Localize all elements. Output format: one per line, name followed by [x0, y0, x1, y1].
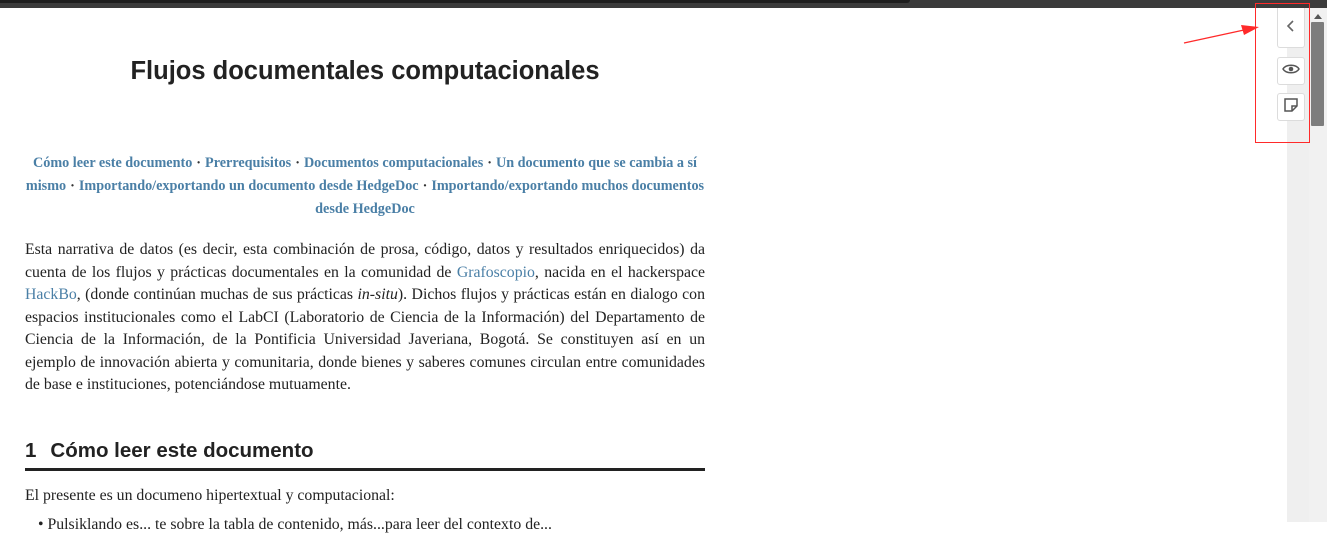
intro-text: , (donde continúan muchas de sus prácticas: [76, 286, 358, 303]
section-number: 1: [25, 439, 37, 462]
hackbo-link[interactable]: HackBo: [25, 286, 77, 303]
annotation-highlight-box: [1255, 3, 1310, 143]
scrollbar-thumb[interactable]: [1311, 22, 1324, 126]
scrollbar[interactable]: [1309, 8, 1327, 522]
grafoscopio-link[interactable]: Grafoscopio: [456, 263, 535, 281]
in-situ-emphasis: in-situ: [357, 286, 398, 303]
toc-separator: ·: [422, 178, 428, 194]
toc-link-como-leer[interactable]: Cómo leer este documento: [32, 155, 193, 171]
browser-top-strip: [0, 0, 1327, 8]
cut-off-list-item: • Pulsiklando es... te sobre la tabla de contenido, más...para leer del contexto de...: [38, 516, 552, 533]
page-title: Flujos documentales computacionales: [130, 57, 600, 85]
toc-separator: ·: [70, 178, 75, 194]
intro-text: Esta narrativa de datos (es decir, esta combinación de prosa, código, datos y resultados enriquecidos) da cuenta de los flujos y prácticas documentales en la comunidad de: [25, 241, 705, 281]
toc-separator: ·: [295, 155, 300, 171]
intro-text: , nacida en el hackerspace: [534, 263, 706, 281]
toc-link-importando-muchos-documentos[interactable]: Importando/exportando muchos documentos desde HedgeDoc: [315, 178, 705, 217]
intro-paragraph: [25, 239, 705, 397]
intro-text: ). Dichos flujos y prácticas están en dialogo con espacios institucionales como el LabCI (Laboratorio de Ciencia de la Información) del Departamento de Ciencia de la Información, de la Pontificia Universidad Javeriana, Bogotá. Se constituyen así en un ejemplo de innovación abierta y comunitaria, donde bienes y saberes comunes circulan entre comunidades de base e instituciones, potenciándose mutuamente.: [25, 286, 705, 393]
toc-link-importando-un-documento[interactable]: Importando/exportando un documento desde HedgeDoc: [78, 178, 419, 194]
section-title: Cómo leer este documento: [50, 439, 314, 462]
toc-link-documentos-computacionales[interactable]: Documentos computacionales: [303, 155, 484, 171]
toc-separator: ·: [196, 155, 202, 171]
toc-link-documento-que-se-cambia[interactable]: Un documento que se cambia a sí mismo: [25, 155, 697, 194]
section-heading: [25, 438, 705, 471]
toc-link-prerrequisitos[interactable]: Prerrequisitos: [205, 155, 292, 171]
annotation-arrow-icon: [1180, 20, 1262, 48]
scroll-up-arrow-icon[interactable]: [1314, 14, 1322, 19]
section-paragraph: El presente es un documeno hipertextual y computacional:: [25, 487, 395, 504]
tab-bar-edge: [0, 0, 910, 3]
toc-separator: ·: [487, 155, 492, 171]
table-of-contents: [25, 152, 705, 221]
